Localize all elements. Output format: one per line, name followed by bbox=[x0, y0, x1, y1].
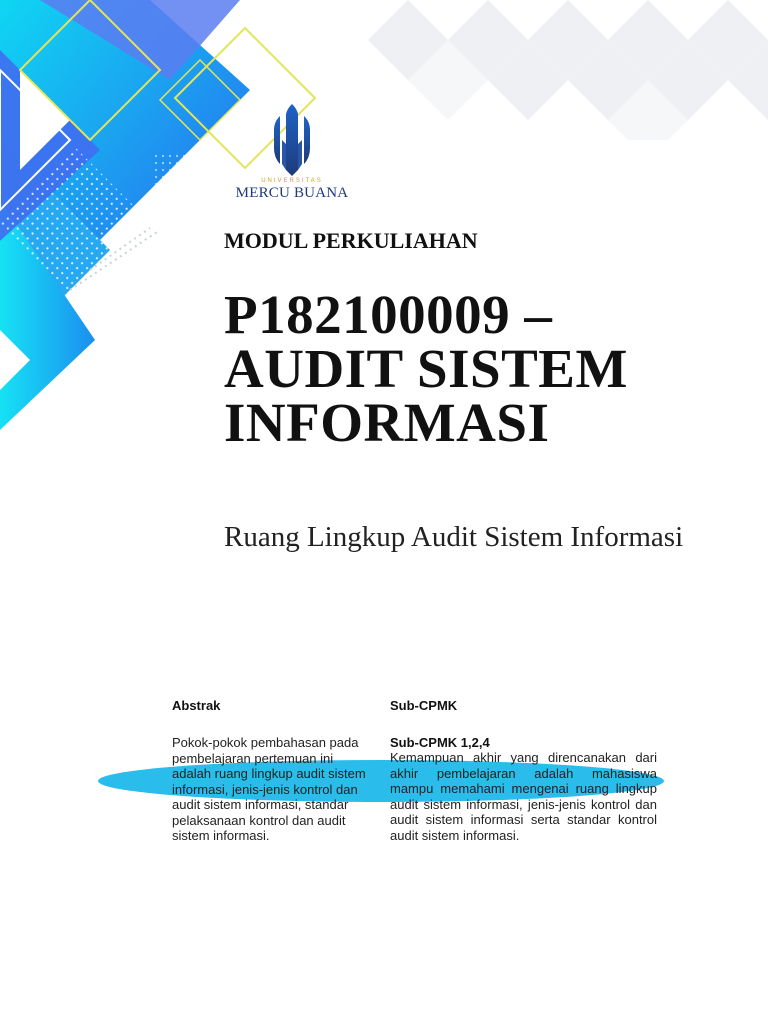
module-subtitle: Ruang Lingkup Audit Sistem Informasi bbox=[224, 521, 684, 553]
course-title-line: P182100009 – bbox=[224, 284, 553, 345]
course-title-line: AUDIT SISTEM bbox=[224, 338, 628, 399]
university-logo bbox=[226, 104, 358, 214]
logo-university-label: UNIVERSITAS bbox=[261, 178, 323, 184]
abstract-heading: Abstrak bbox=[172, 698, 221, 713]
sub-cpmk-section bbox=[390, 698, 657, 843]
course-title bbox=[224, 284, 744, 453]
abstract-section bbox=[172, 698, 372, 844]
logo-emblem-icon bbox=[268, 104, 316, 176]
sub-cpmk-heading: Sub-CPMK bbox=[390, 698, 458, 713]
abstract-text: Pokok-pokok pembahasan pada pembelajaran pertemuan ini adalah ruang lingkup audit sistem informasi, jenis-jenis kontrol dan audit sistem informasi, standar pelaksanaan kontrol dan audit sistem informasi. bbox=[172, 735, 366, 843]
logo-university-name: MERCU BUANA bbox=[235, 185, 349, 201]
sub-cpmk-subheading: Sub-CPMK 1,2,4 bbox=[390, 735, 490, 750]
course-title-line: INFORMASI bbox=[224, 392, 550, 453]
module-kicker: MODUL PERKULIAHAN bbox=[224, 228, 478, 253]
decorative-shapes-right bbox=[348, 0, 768, 140]
sub-cpmk-text: Kemampuan akhir yang direncanakan dari akhir pembelajaran adalah mahasiswa mampu memahami mengenai ruang lingkup audit sistem informasi, jenis-jenis kontrol dan audit sistem informasi serta standar kontrol audit sistem informasi. bbox=[390, 750, 657, 843]
